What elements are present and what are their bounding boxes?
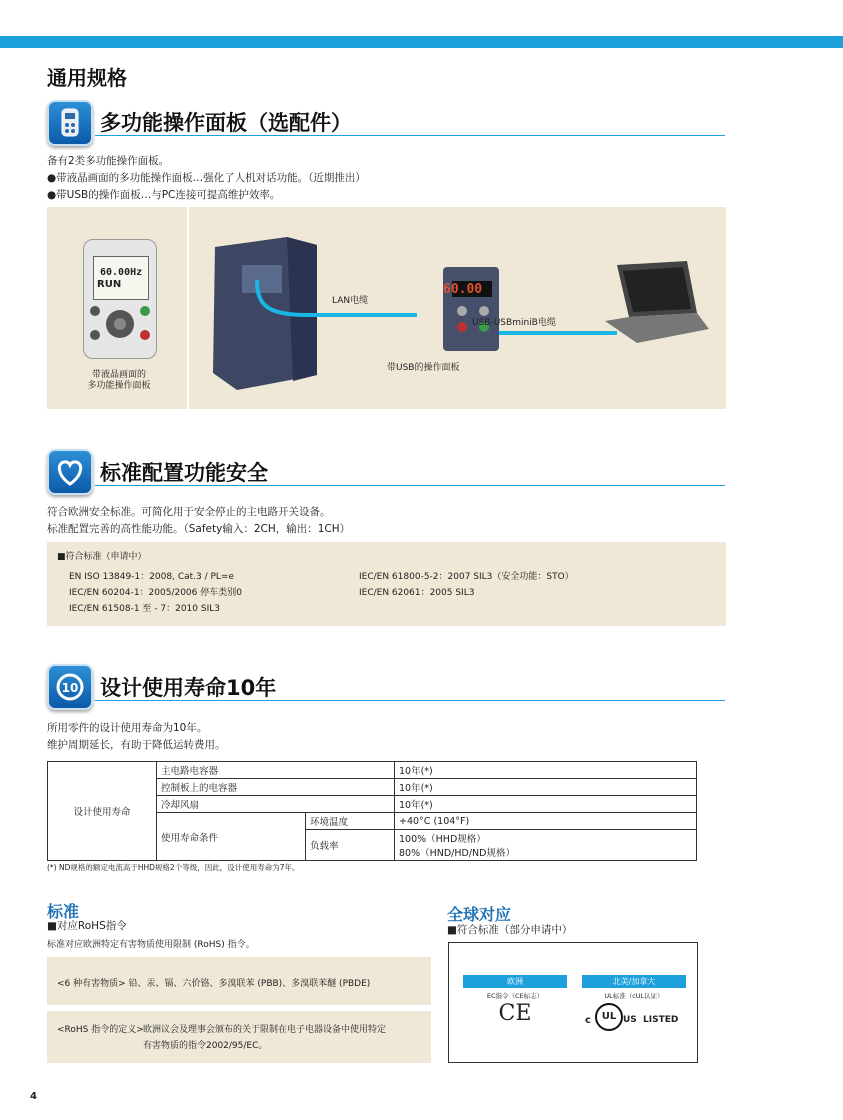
env-label: 环境温度 — [306, 813, 395, 830]
load-label: 负载率 — [306, 830, 395, 861]
page-title: 通用规格 — [47, 66, 127, 90]
load-value-2: 80%（HND/HD/ND规格） — [399, 848, 515, 859]
life-footnote: (*) ND规格的额定电流高于HHD规格2个等级，因此，设计使用寿命为7年。 — [47, 863, 300, 872]
lcd-caption-1: 带液晶画面的 — [91, 370, 146, 380]
design-life-table — [47, 761, 697, 861]
safety-box-title: ■符合标准（申请中） — [57, 552, 147, 562]
keypad-button — [90, 306, 100, 316]
panel-line-2: ●带液晶画面的多功能操作面板…强化了人机对话功能。（近期推出） — [47, 172, 366, 184]
dial-center — [114, 318, 126, 330]
table-value: 10年(*) — [395, 779, 697, 796]
panel-line-1: 备有2类多功能操作面板。 — [47, 155, 170, 167]
section-title-life: 设计使用寿命10年 — [100, 676, 277, 700]
na-header: 北美/加拿大 — [582, 975, 686, 988]
lcd-screen — [93, 256, 149, 300]
lcd-keypad-image — [83, 239, 157, 359]
heart-icon — [47, 449, 93, 495]
panel-illustration-box — [47, 207, 726, 409]
ten-year-icon — [47, 664, 93, 710]
life-line-2: 维护周期延长，有助于降低运转费用。 — [47, 739, 226, 751]
safety-line-2: 标准配置完善的高性能功能。（Safety输入：2CH，输出：1CH） — [47, 523, 351, 535]
usb-panel-display: 60.00 — [443, 282, 483, 297]
load-value-1: 100%（HHD规格） — [399, 834, 486, 845]
table-value: 10年(*) — [395, 796, 697, 813]
eu-header: 欧洲 — [463, 975, 567, 988]
table-item: 主电路电容器 — [157, 762, 395, 779]
section-rule — [95, 700, 725, 701]
lcd-frequency: 60.00Hz — [100, 267, 143, 278]
run-button — [140, 306, 150, 316]
life-line-1: 所用零件的设计使用寿命为10年。 — [47, 722, 208, 734]
lcd-status: RUN — [97, 279, 122, 290]
section-title-safety: 标准配置功能安全 — [100, 461, 268, 485]
condition-label: 使用寿命条件 — [157, 813, 306, 861]
global-standards-box — [448, 942, 698, 1063]
section-rule — [95, 135, 725, 136]
table-row-header: 设计使用寿命 — [48, 762, 157, 861]
safety-left-item: IEC/EN 61508-1 至 - 7：2010 SIL3 — [69, 604, 220, 614]
page-number: 4 — [30, 1091, 37, 1102]
svg-text:10: 10 — [61, 681, 79, 695]
eu-sub: EC指令（CE标志） — [486, 992, 544, 1000]
rohs-definition-line-1: 欧洲议会及理事会颁布的关于限制在电子电器设备中使用特定 — [143, 1025, 387, 1035]
stop-button — [140, 330, 150, 340]
safety-left-item: IEC/EN 60204-1：2005/2006 停车类别0 — [69, 588, 242, 598]
rohs-definition-label: <RoHS 指令的定义> — [57, 1025, 144, 1035]
safety-left-item: EN ISO 13849-1：2008, Cat.3 / PL=e — [69, 572, 235, 582]
safety-right-item: IEC/EN 62061：2005 SIL3 — [359, 588, 475, 598]
ul-listed: LISTED — [643, 1015, 679, 1025]
section-rule — [95, 485, 725, 486]
standard-title: 标准 — [47, 902, 80, 921]
lan-cable-label: LAN电缆 — [332, 296, 369, 306]
usb-panel-caption: 带USB的操作面板 — [387, 363, 460, 373]
keypad-icon — [47, 100, 93, 146]
cul-c: c — [585, 1015, 591, 1026]
table-value: 10年(*) — [395, 762, 697, 779]
global-sub: ■符合标准（部分申请中） — [447, 924, 573, 936]
table-item: 冷却风扇 — [157, 796, 395, 813]
divider — [187, 207, 189, 409]
rohs-substances-box — [47, 957, 431, 1005]
top-accent-bar — [0, 36, 843, 48]
load-value — [395, 830, 697, 861]
global-title: 全球对应 — [447, 905, 512, 924]
ul-mark: UL — [595, 1003, 623, 1031]
ce-mark: CE — [498, 1001, 532, 1026]
standard-sub: ■对应RoHS指令 — [47, 920, 127, 932]
rohs-substances-text: <6 种有害物质> 铅、汞、镉、六价铬、多溴联苯 (PBB)、多溴联苯醚 (PBDE) — [57, 979, 371, 989]
env-value: +40°C (104°F) — [395, 813, 697, 830]
lcd-caption-2: 多功能操作面板 — [87, 381, 151, 391]
cul-us: US — [623, 1015, 637, 1025]
safety-standards-box — [47, 542, 726, 626]
safety-right-item: IEC/EN 61800-5-2：2007 SIL3（安全功能：STO） — [359, 572, 574, 582]
table-item: 控制板上的电容器 — [157, 779, 395, 796]
standard-desc: 标准对应欧洲特定有害物质使用限制 (RoHS) 指令。 — [47, 940, 255, 950]
na-sub: UL标准（cUL认证） — [604, 992, 664, 1000]
rohs-definition-box — [47, 1011, 431, 1063]
usb-cable-label: USB-USBminiB电缆 — [472, 318, 556, 328]
safety-line-1: 符合欧洲安全标准。可简化用于安全停止的主电路开关设备。 — [47, 506, 331, 518]
panel-line-3: ●带USB的操作面板…与PC连接可提高维护效率。 — [47, 189, 281, 201]
keypad-button — [90, 330, 100, 340]
rohs-definition-line-2: 有害物质的指令2002/95/EC。 — [143, 1041, 268, 1051]
section-title-panel: 多功能操作面板（选配件） — [100, 111, 352, 135]
